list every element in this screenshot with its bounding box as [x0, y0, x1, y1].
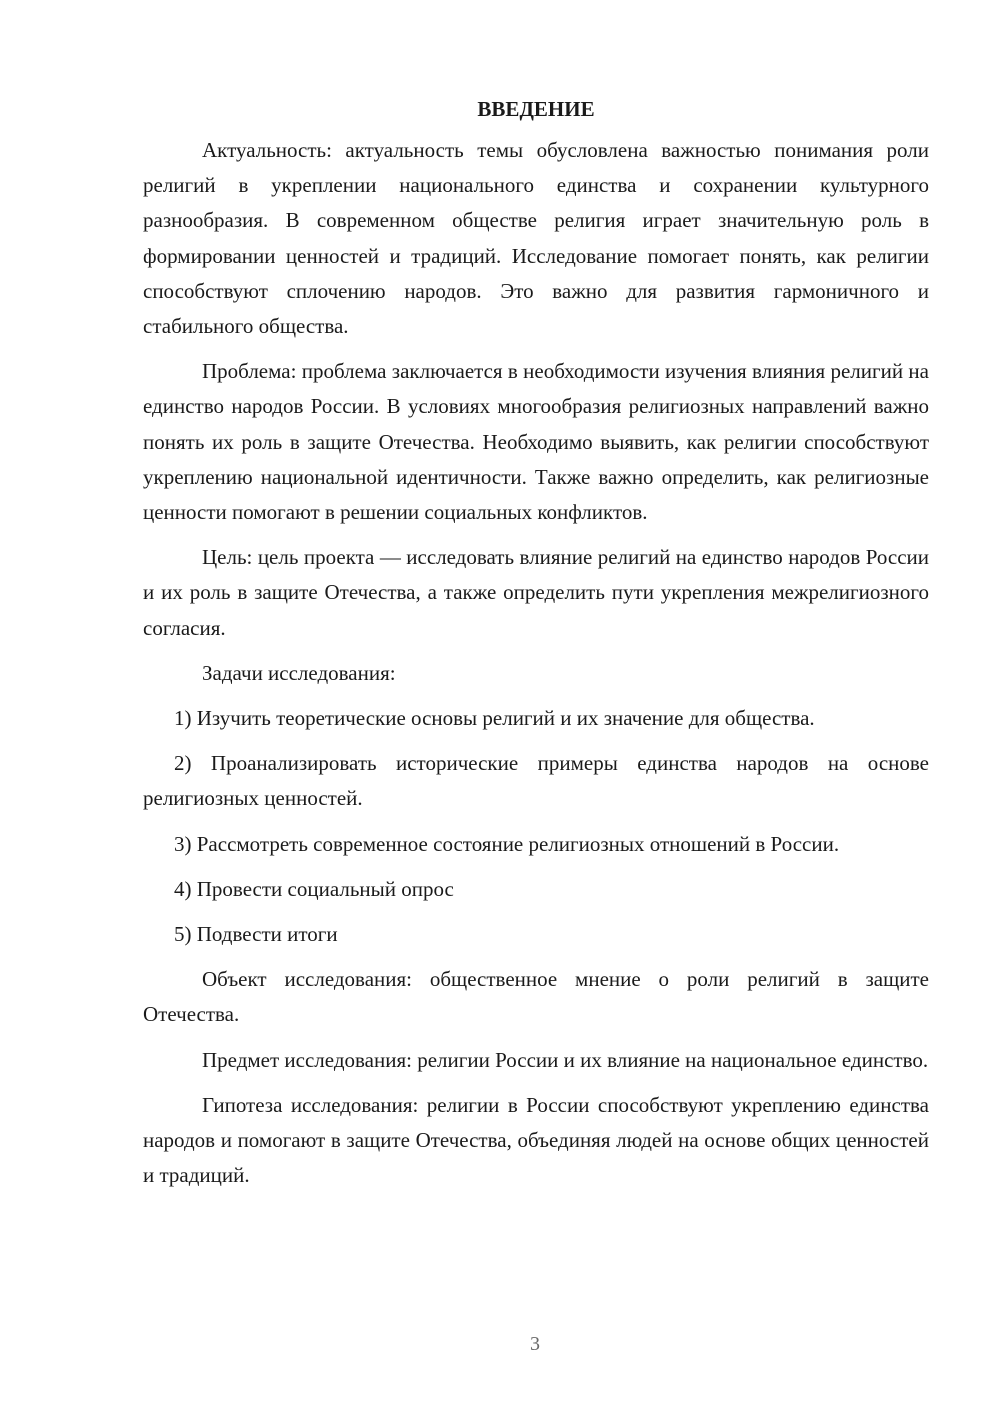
- tasks-heading: Задачи исследования:: [202, 660, 396, 685]
- document-page: [143, 92, 929, 1203]
- task-item-2: 2) Проанализировать исторические примеры единства народов на основе религиозных ценностей.: [143, 751, 929, 811]
- task-item-5: 5) Подвести итоги: [174, 922, 338, 947]
- task-item-3: 3) Рассмотреть современное состояние религиозных отношений в России.: [174, 831, 840, 856]
- paragraph-subject: Предмет исследования: религии России и их влияние на национальное единство.: [202, 1047, 929, 1072]
- paragraph-problem: Проблема: проблема заключается в необходимости изучения влияния религий на единство народов России. В условиях многообразия религиозных направлений важно понять их роль в защите Отечества. Необходимо выявить, как религии способствуют укреплению национальной идентичности. Также важно определить, как религиозные ценности помогают в решении социальных конфликтов.: [143, 359, 929, 525]
- task-item-1: 1) Изучить теоретические основы религий и их значение для общества.: [174, 706, 815, 731]
- paragraph-hypothesis: Гипотеза исследования: религии в России способствуют укреплению единства народов и помогают в защите Отечества, объединяя людей на основе общих ценностей и традиций.: [143, 1092, 929, 1188]
- section-title: ВВЕДЕНИЕ: [477, 97, 595, 121]
- paragraph-relevance: Актуальность: актуальность темы обусловлена важностью понимания роли религий в укреплении национального единства и сохранении культурного разнообразия. В современном обществе религия играет значительную роль в формировании ценностей и традиций. Исследование помогает понять, как религии способствуют сплочению народов. Это важно для развития гармоничного и стабильного общества.: [143, 138, 929, 339]
- page-number: 3: [530, 1333, 540, 1355]
- paragraph-goal: Цель: цель проекта — исследовать влияние религий на единство народов России и их роль в защите Отечества, а также определить пути укрепления межрелигиозного согласия.: [143, 545, 929, 640]
- task-item-4: 4) Провести социальный опрос: [174, 876, 454, 901]
- paragraph-object: Объект исследования: общественное мнение о роли религий в защите Отечества.: [143, 967, 929, 1027]
